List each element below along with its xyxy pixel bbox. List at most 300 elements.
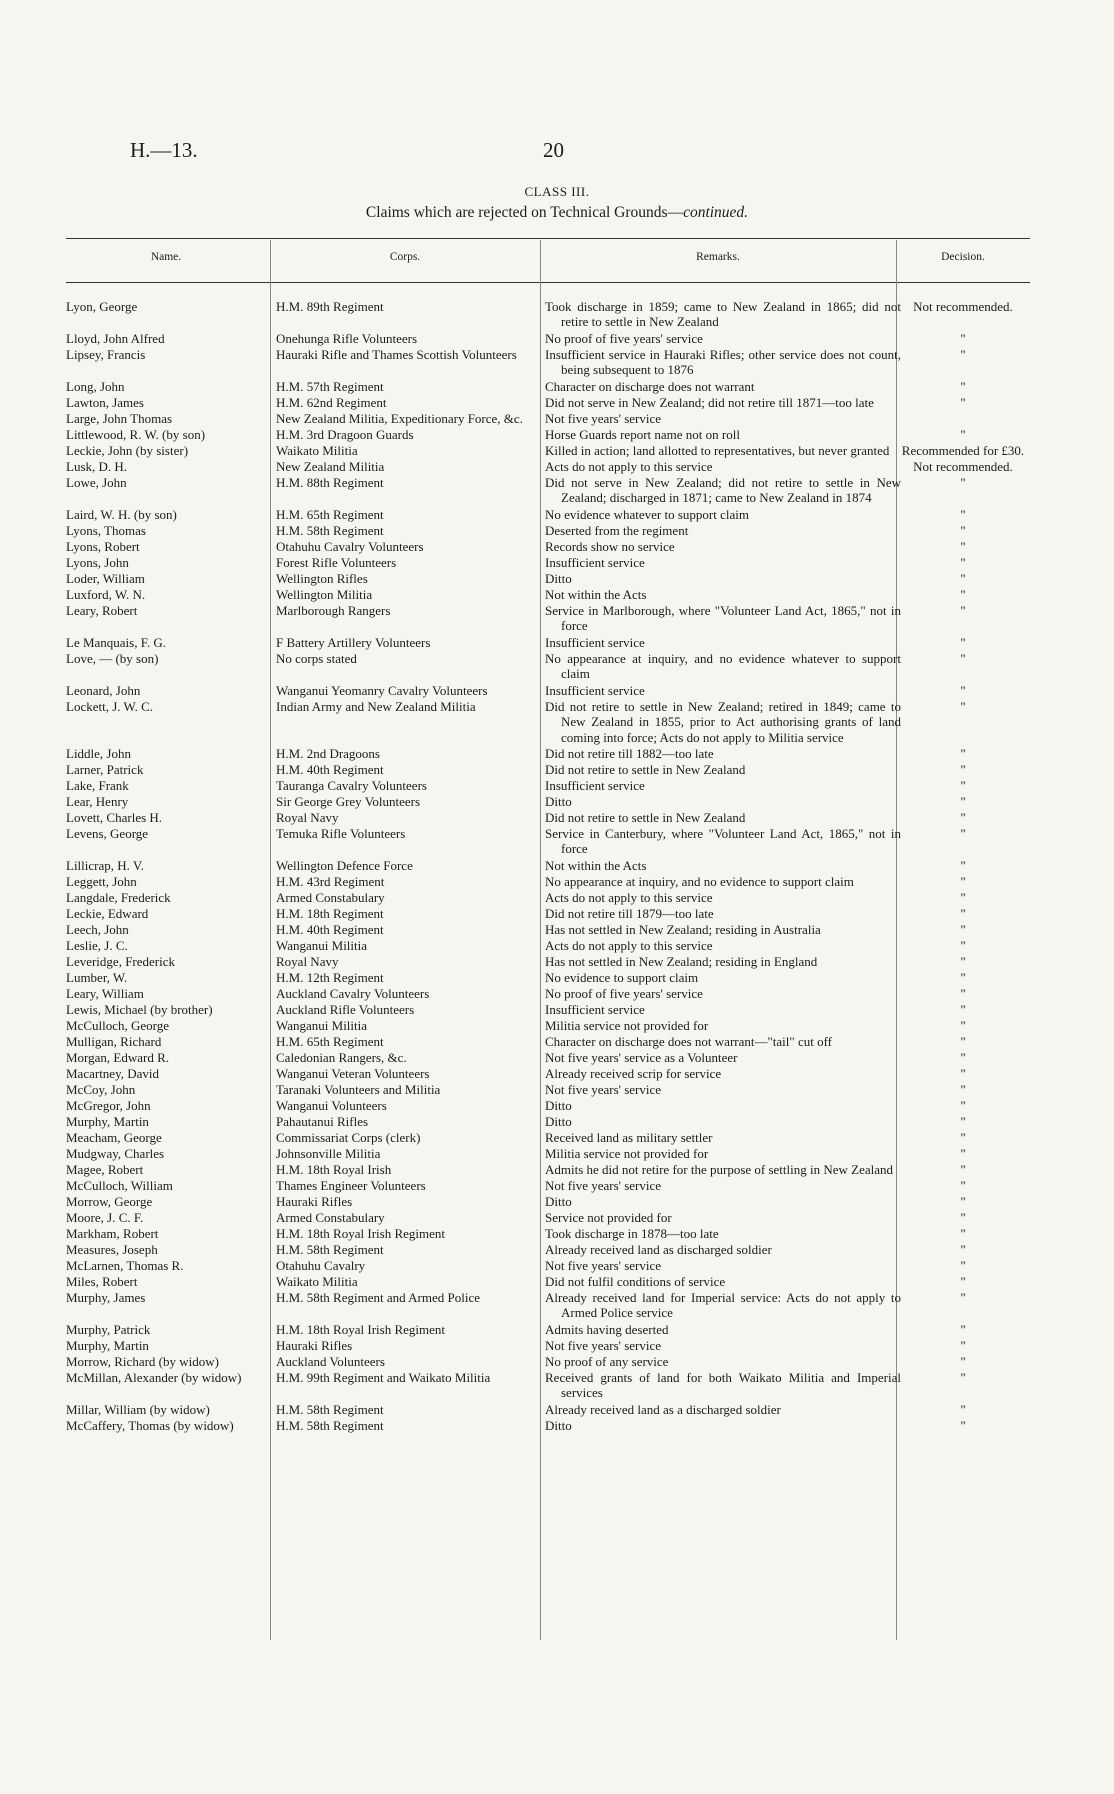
decision: " xyxy=(960,890,966,905)
claimant-name: Morrow, Richard (by widow) xyxy=(66,1354,219,1369)
corps: No corps stated xyxy=(276,651,357,666)
table-row xyxy=(0,1274,1114,1290)
table-row xyxy=(0,858,1114,874)
decision: " xyxy=(960,1354,966,1369)
table-row xyxy=(0,651,1114,683)
corps: Wellington Militia xyxy=(276,587,373,602)
table-row xyxy=(0,1370,1114,1402)
decision: Not recommended. xyxy=(913,299,1013,314)
corps: New Zealand Militia, Expeditionary Force, &c. xyxy=(276,411,523,426)
subtitle-continued: continued. xyxy=(683,204,749,221)
remarks: Did not fulfil conditions of service xyxy=(545,1274,726,1289)
page-number: 20 xyxy=(543,138,564,162)
remarks: Militia service not provided for xyxy=(545,1146,709,1161)
table-row xyxy=(0,299,1114,331)
claimant-name: McCulloch, George xyxy=(66,1018,170,1033)
page-reference: H.—13. xyxy=(130,138,198,162)
decision: " xyxy=(960,1226,966,1241)
corps: Thames Engineer Volunteers xyxy=(276,1178,426,1193)
claimant-name: Lloyd, John Alfred xyxy=(66,331,165,346)
remarks: Service in Marlborough, where "Volunteer Land Act, 1865," not in force xyxy=(545,603,901,634)
claimant-name: Lewis, Michael (by brother) xyxy=(66,1002,213,1017)
decision: " xyxy=(960,1162,966,1177)
corps: H.M. 57th Regiment xyxy=(276,379,384,394)
table-row xyxy=(0,1258,1114,1274)
remarks: Not five years' service xyxy=(545,1258,662,1273)
remarks: Has not settled in New Zealand; residing in Australia xyxy=(545,922,821,937)
corps: Armed Constabulary xyxy=(276,1210,385,1225)
table-row xyxy=(0,571,1114,587)
decision: " xyxy=(960,347,966,362)
decision: " xyxy=(960,1002,966,1017)
decision: " xyxy=(960,587,966,602)
remarks: No appearance at inquiry, and no evidence whatever to support claim xyxy=(545,651,901,682)
decision: " xyxy=(960,1338,966,1353)
table-header-rule xyxy=(66,282,1030,283)
remarks: Did not retire to settle in New Zealand; retired in 1849; came to New Zealand in 1855, prior to Act authorising grants of land coming into force; Acts do not apply to Militia service xyxy=(545,699,901,745)
corps: Onehunga Rifle Volunteers xyxy=(276,331,418,346)
corps: H.M. 65th Regiment xyxy=(276,1034,384,1049)
corps: H.M. 12th Regiment xyxy=(276,970,384,985)
corps: Tauranga Cavalry Volunteers xyxy=(276,778,427,793)
corps: H.M. 40th Regiment xyxy=(276,762,384,777)
table-row xyxy=(0,890,1114,906)
corps: Wellington Rifles xyxy=(276,571,368,586)
claimant-name: Murphy, Patrick xyxy=(66,1322,151,1337)
table-row xyxy=(0,475,1114,507)
remarks: Admits having deserted xyxy=(545,1322,669,1337)
decision: " xyxy=(960,906,966,921)
table-row xyxy=(0,1402,1114,1418)
remarks: Insufficient service xyxy=(545,635,645,650)
remarks: Did not retire to settle in New Zealand xyxy=(545,762,746,777)
column-header-name: Name. xyxy=(150,251,182,263)
decision: " xyxy=(960,635,966,650)
corps: Otahuhu Cavalry Volunteers xyxy=(276,539,424,554)
corps: Auckland Cavalry Volunteers xyxy=(276,986,430,1001)
claimant-name: Murphy, Martin xyxy=(66,1114,149,1129)
table-row xyxy=(0,1066,1114,1082)
decision: " xyxy=(960,1290,966,1305)
remarks: Service not provided for xyxy=(545,1210,672,1225)
remarks: Ditto xyxy=(545,1114,572,1129)
table-row xyxy=(0,1290,1114,1322)
column-header-remarks: Remarks. xyxy=(696,251,740,263)
corps: New Zealand Militia xyxy=(276,459,385,474)
decision: " xyxy=(960,683,966,698)
table-row xyxy=(0,1114,1114,1130)
claimant-name: Lyon, George xyxy=(66,299,138,314)
table-row xyxy=(0,1130,1114,1146)
corps: Wanganui Yeomanry Cavalry Volunteers xyxy=(276,683,488,698)
claimant-name: Lockett, J. W. C. xyxy=(66,699,154,714)
remarks: Has not settled in New Zealand; residing in England xyxy=(545,954,818,969)
remarks: Acts do not apply to this service xyxy=(545,459,713,474)
claimant-name: Leggett, John xyxy=(66,874,137,889)
decision: " xyxy=(960,970,966,985)
table-row xyxy=(0,555,1114,571)
remarks: Insufficient service xyxy=(545,1002,645,1017)
decision: " xyxy=(960,1114,966,1129)
decision: " xyxy=(960,555,966,570)
claimant-name: Luxford, W. N. xyxy=(66,587,146,602)
claimant-name: McMillan, Alexander (by widow) xyxy=(66,1370,242,1385)
table-row xyxy=(0,826,1114,858)
remarks: Deserted from the regiment xyxy=(545,523,689,538)
decision: " xyxy=(960,427,966,442)
decision: " xyxy=(960,922,966,937)
remarks: No proof of any service xyxy=(545,1354,669,1369)
table-row xyxy=(0,459,1114,475)
decision: " xyxy=(960,874,966,889)
table-row xyxy=(0,970,1114,986)
remarks: Already received land as a discharged soldier xyxy=(545,1402,781,1417)
table-row xyxy=(0,762,1114,778)
claimant-name: Markham, Robert xyxy=(66,1226,159,1241)
remarks: No proof of five years' service xyxy=(545,986,703,1001)
corps: Auckland Rifle Volunteers xyxy=(276,1002,415,1017)
corps: H.M. 88th Regiment xyxy=(276,475,384,490)
claimant-name: Miles, Robert xyxy=(66,1274,138,1289)
corps: H.M. 40th Regiment xyxy=(276,922,384,937)
table-row xyxy=(0,1002,1114,1018)
decision: " xyxy=(960,1242,966,1257)
claimant-name: Morgan, Edward R. xyxy=(66,1050,170,1065)
remarks: Killed in action; land allotted to representatives, but never granted xyxy=(545,443,890,458)
table-row xyxy=(0,1082,1114,1098)
decision: " xyxy=(960,379,966,394)
table-row xyxy=(0,347,1114,379)
remarks: Character on discharge does not warrant—"tail" cut off xyxy=(545,1034,833,1049)
corps: Royal Navy xyxy=(276,810,339,825)
corps: H.M. 62nd Regiment xyxy=(276,395,387,410)
decision: " xyxy=(960,1258,966,1273)
table-row xyxy=(0,1418,1114,1434)
claimant-name: Leckie, John (by sister) xyxy=(66,443,189,458)
table-row xyxy=(0,1226,1114,1242)
corps: Auckland Volunteers xyxy=(276,1354,385,1369)
claimant-name: McLarnen, Thomas R. xyxy=(66,1258,184,1273)
claimant-name: Macartney, David xyxy=(66,1066,160,1081)
table-row xyxy=(0,507,1114,523)
claimant-name: Loder, William xyxy=(66,571,145,586)
corps: H.M. 2nd Dragoons xyxy=(276,746,380,761)
table-row xyxy=(0,683,1114,699)
decision: " xyxy=(960,1274,966,1289)
claimant-name: Laird, W. H. (by son) xyxy=(66,507,177,522)
remarks: Acts do not apply to this service xyxy=(545,890,713,905)
decision: " xyxy=(960,1418,966,1433)
decision: " xyxy=(960,475,966,490)
corps: Sir George Grey Volunteers xyxy=(276,794,421,809)
claimant-name: Lyons, John xyxy=(66,555,129,570)
corps: H.M. 58th Regiment xyxy=(276,1418,384,1433)
table-row xyxy=(0,379,1114,395)
table-row xyxy=(0,1210,1114,1226)
decision: " xyxy=(960,699,966,714)
decision: " xyxy=(960,523,966,538)
claimant-name: Murphy, Martin xyxy=(66,1338,149,1353)
claimant-name: Mulligan, Richard xyxy=(66,1034,162,1049)
table-row xyxy=(0,1322,1114,1338)
table-row xyxy=(0,699,1114,746)
table-row xyxy=(0,427,1114,443)
claimant-name: Lawton, James xyxy=(66,395,144,410)
corps: Commissariat Corps (clerk) xyxy=(276,1130,421,1145)
table-row xyxy=(0,395,1114,411)
corps: H.M. 99th Regiment and Waikato Militia xyxy=(276,1370,491,1385)
corps: Hauraki Rifles xyxy=(276,1194,353,1209)
claimant-name: Lillicrap, H. V. xyxy=(66,858,144,873)
table-row xyxy=(0,603,1114,635)
remarks: Not five years' service xyxy=(545,1338,662,1353)
table-row xyxy=(0,1162,1114,1178)
claimant-name: Liddle, John xyxy=(66,746,131,761)
corps: Taranaki Volunteers and Militia xyxy=(276,1082,441,1097)
corps: Armed Constabulary xyxy=(276,890,385,905)
claimant-name: Leckie, Edward xyxy=(66,906,149,921)
decision: " xyxy=(960,1402,966,1417)
decision: " xyxy=(960,1322,966,1337)
class-title: CLASS III. xyxy=(524,184,590,199)
decision: " xyxy=(960,331,966,346)
remarks: Insufficient service xyxy=(545,683,645,698)
table-row xyxy=(0,587,1114,603)
decision: " xyxy=(960,571,966,586)
remarks: Not within the Acts xyxy=(545,858,647,873)
decision: Recommended for £30. xyxy=(901,443,1025,458)
claimant-name: Morrow, George xyxy=(66,1194,153,1209)
corps: Waikato Militia xyxy=(276,443,358,458)
claimant-name: Le Manquais, F. G. xyxy=(66,635,167,650)
remarks: Already received land for Imperial service: Acts do not apply to Armed Police service xyxy=(545,1290,901,1321)
decision: " xyxy=(960,826,966,841)
decision: " xyxy=(960,810,966,825)
claimant-name: McCoy, John xyxy=(66,1082,136,1097)
remarks: Already received land as discharged soldier xyxy=(545,1242,772,1257)
claimant-name: Mudgway, Charles xyxy=(66,1146,165,1161)
remarks: Horse Guards report name not on roll xyxy=(545,427,740,442)
claimant-name: Lipsey, Francis xyxy=(66,347,146,362)
table-row xyxy=(0,810,1114,826)
corps: H.M. 58th Regiment xyxy=(276,1402,384,1417)
corps: H.M. 58th Regiment and Armed Police xyxy=(276,1290,481,1305)
table-row xyxy=(0,1050,1114,1066)
corps: Pahautanui Rifles xyxy=(276,1114,369,1129)
table-row xyxy=(0,411,1114,427)
corps: Caledonian Rangers, &c. xyxy=(276,1050,407,1065)
table-row xyxy=(0,954,1114,970)
remarks: Admits he did not retire for the purpose of settling in New Zealand xyxy=(545,1162,894,1177)
table-row xyxy=(0,1194,1114,1210)
table-row xyxy=(0,906,1114,922)
corps: Wanganui Militia xyxy=(276,1018,368,1033)
remarks: Not five years' service xyxy=(545,1082,662,1097)
table-row xyxy=(0,1098,1114,1114)
claimant-name: Moore, J. C. F. xyxy=(66,1210,144,1225)
remarks: Not five years' service xyxy=(545,1178,662,1193)
table-row xyxy=(0,794,1114,810)
remarks: Did not retire till 1879—too late xyxy=(545,906,714,921)
claimant-name: Millar, William (by widow) xyxy=(66,1402,210,1417)
table-row xyxy=(0,1178,1114,1194)
claimant-name: Murphy, James xyxy=(66,1290,146,1305)
corps: Wanganui Volunteers xyxy=(276,1098,387,1113)
decision: " xyxy=(960,395,966,410)
remarks: Took discharge in 1878—too late xyxy=(545,1226,719,1241)
table-row xyxy=(0,938,1114,954)
remarks: Acts do not apply to this service xyxy=(545,938,713,953)
decision: " xyxy=(960,938,966,953)
table-row xyxy=(0,922,1114,938)
corps: Indian Army and New Zealand Militia xyxy=(276,699,476,714)
decision: " xyxy=(960,1178,966,1193)
remarks: Ditto xyxy=(545,1418,572,1433)
corps: Hauraki Rifle and Thames Scottish Volunteers xyxy=(276,347,517,362)
table-row xyxy=(0,1018,1114,1034)
claims-table-body xyxy=(0,299,1114,1434)
remarks: Did not serve in New Zealand; did not retire to settle in New Zealand; discharged in 1871; came to New Zealand in 1874 xyxy=(545,475,901,506)
remarks: Received grants of land for both Waikato Militia and Imperial services xyxy=(545,1370,901,1401)
remarks: Insufficient service xyxy=(545,555,645,570)
remarks: Character on discharge does not warrant xyxy=(545,379,755,394)
table-row xyxy=(0,1242,1114,1258)
claimant-name: Lowe, John xyxy=(66,475,127,490)
remarks: Did not serve in New Zealand; did not retire till 1871—too late xyxy=(545,395,874,410)
decision: " xyxy=(960,1018,966,1033)
remarks: Ditto xyxy=(545,794,572,809)
decision: " xyxy=(960,954,966,969)
claimant-name: Lear, Henry xyxy=(66,794,129,809)
remarks: No proof of five years' service xyxy=(545,331,703,346)
claimant-name: Leech, John xyxy=(66,922,129,937)
claimant-name: Lake, Frank xyxy=(66,778,129,793)
corps: Royal Navy xyxy=(276,954,339,969)
table-row xyxy=(0,539,1114,555)
decision: " xyxy=(960,1194,966,1209)
corps: F Battery Artillery Volunteers xyxy=(276,635,431,650)
table-row xyxy=(0,523,1114,539)
decision: Not recommended. xyxy=(913,459,1013,474)
remarks: Service in Canterbury, where "Volunteer Land Act, 1865," not in force xyxy=(545,826,901,857)
table-row xyxy=(0,443,1114,459)
decision: " xyxy=(960,1098,966,1113)
decision: " xyxy=(960,986,966,1001)
decision: " xyxy=(960,651,966,666)
decision: " xyxy=(960,539,966,554)
remarks: Not within the Acts xyxy=(545,587,647,602)
column-header-corps: Corps. xyxy=(389,251,421,263)
claimant-name: Lumber, W. xyxy=(66,970,128,985)
corps: Waikato Militia xyxy=(276,1274,358,1289)
corps: Marlborough Rangers xyxy=(276,603,391,618)
corps: Hauraki Rifles xyxy=(276,1338,353,1353)
claimant-name: Magee, Robert xyxy=(66,1162,144,1177)
decision: " xyxy=(960,507,966,522)
table-row xyxy=(0,635,1114,651)
table-row xyxy=(0,746,1114,762)
corps: Forest Rifle Volunteers xyxy=(276,555,397,570)
decision: " xyxy=(960,1034,966,1049)
remarks: No appearance at inquiry, and no evidence to support claim xyxy=(545,874,854,889)
remarks: Not five years' service as a Volunteer xyxy=(545,1050,738,1065)
decision: " xyxy=(960,1066,966,1081)
claimant-name: Lovett, Charles H. xyxy=(66,810,163,825)
decision: " xyxy=(960,858,966,873)
decision: " xyxy=(960,1146,966,1161)
table-row xyxy=(0,1338,1114,1354)
claimant-name: Love, — (by son) xyxy=(66,651,159,666)
decision: " xyxy=(960,794,966,809)
corps: Wanganui Veteran Volunteers xyxy=(276,1066,430,1081)
column-header-decision: Decision. xyxy=(941,251,985,263)
claimant-name: Littlewood, R. W. (by son) xyxy=(66,427,206,442)
corps: H.M. 89th Regiment xyxy=(276,299,384,314)
decision: " xyxy=(960,603,966,618)
corps: H.M. 3rd Dragoon Guards xyxy=(276,427,414,442)
table-row xyxy=(0,331,1114,347)
corps: H.M. 65th Regiment xyxy=(276,507,384,522)
claimant-name: Leary, Robert xyxy=(66,603,138,618)
table-row xyxy=(0,874,1114,890)
claimant-name: Lyons, Thomas xyxy=(66,523,146,538)
decision: " xyxy=(960,1082,966,1097)
remarks: No evidence to support claim xyxy=(545,970,699,985)
corps: Temuka Rifle Volunteers xyxy=(276,826,406,841)
subtitle-main: Claims which are rejected on Technical Grounds— xyxy=(365,204,684,221)
claimant-name: Levens, George xyxy=(66,826,149,841)
table-top-rule xyxy=(66,238,1030,239)
remarks: Ditto xyxy=(545,1194,572,1209)
claimant-name: Long, John xyxy=(66,379,125,394)
remarks: Not five years' service xyxy=(545,411,662,426)
corps: Johnsonville Militia xyxy=(276,1146,381,1161)
remarks: Took discharge in 1859; came to New Zealand in 1865; did not retire to settle in New Zealand xyxy=(545,299,901,330)
corps: H.M. 58th Regiment xyxy=(276,523,384,538)
claimant-name: McCulloch, William xyxy=(66,1178,173,1193)
corps: H.M. 18th Royal Irish Regiment xyxy=(276,1226,445,1241)
claimant-name: Meacham, George xyxy=(66,1130,162,1145)
claimant-name: Langdale, Frederick xyxy=(66,890,171,905)
claimant-name: Lyons, Robert xyxy=(66,539,140,554)
corps: Wellington Defence Force xyxy=(276,858,413,873)
decision: " xyxy=(960,1370,966,1385)
table-row xyxy=(0,1034,1114,1050)
remarks: Insufficient service in Hauraki Rifles; other service does not count, being subsequent to 1876 xyxy=(545,347,901,378)
remarks: Militia service not provided for xyxy=(545,1018,709,1033)
corps: H.M. 58th Regiment xyxy=(276,1242,384,1257)
decision: " xyxy=(960,1050,966,1065)
claimant-name: Large, John Thomas xyxy=(66,411,173,426)
corps: H.M. 18th Regiment xyxy=(276,906,384,921)
claimant-name: Larner, Patrick xyxy=(66,762,144,777)
remarks: Insufficient service xyxy=(545,778,645,793)
claimant-name: Leslie, J. C. xyxy=(66,938,128,953)
corps: Wanganui Militia xyxy=(276,938,368,953)
corps: H.M. 43rd Regiment xyxy=(276,874,385,889)
remarks: Ditto xyxy=(545,571,572,586)
table-row xyxy=(0,778,1114,794)
claimant-name: Leveridge, Frederick xyxy=(66,954,176,969)
decision: " xyxy=(960,762,966,777)
table-subtitle xyxy=(0,204,1114,222)
corps: H.M. 18th Royal Irish Regiment xyxy=(276,1322,445,1337)
decision: " xyxy=(960,746,966,761)
remarks: Already received scrip for service xyxy=(545,1066,722,1081)
claimant-name: Measures, Joseph xyxy=(66,1242,158,1257)
decision: " xyxy=(960,1130,966,1145)
decision: " xyxy=(960,1210,966,1225)
